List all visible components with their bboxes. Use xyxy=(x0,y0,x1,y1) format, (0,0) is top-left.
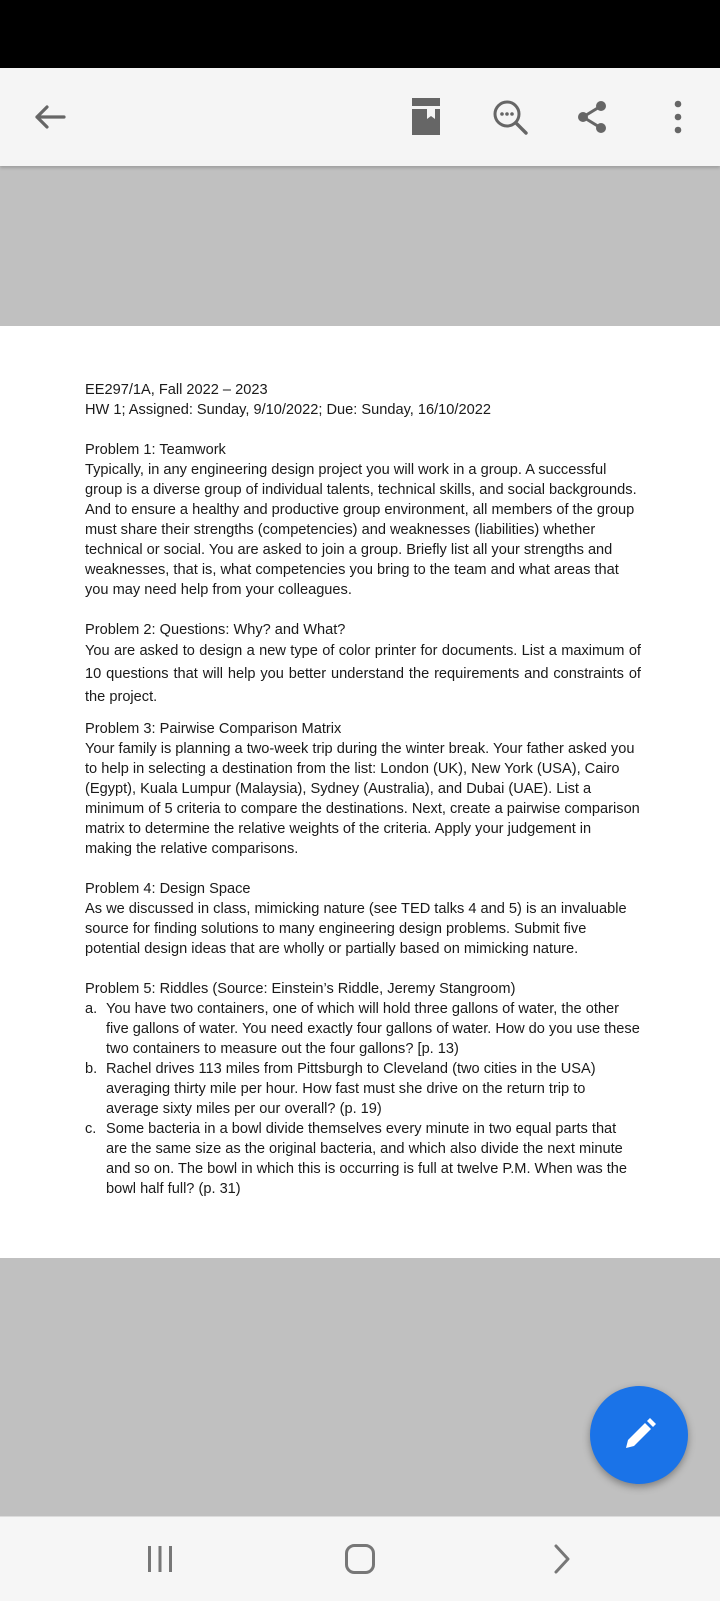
list-marker: b. xyxy=(85,1061,98,1077)
list-item-text: Rachel drives 113 miles from Pittsburgh to Cleveland (two cities in the USA) averaging thirty mile per hour. How fast must she drive on the return trip to average sixty miles per our overall? (p. 19) xyxy=(106,1061,596,1117)
arrow-left-icon xyxy=(32,99,68,135)
problem-2-body: You are asked to design a new type of color printer for documents. List a maximum of 10 questions that will help you better understand the requirements and constraints of the project. xyxy=(85,643,641,705)
list-item-text: Some bacteria in a bowl divide themselves every minute in two equal parts that are the same size as the original bacteria, and which also divide the next minute and so on. The bowl in which this is occurring is full at twelve P.M. When was the bowl half full? (p. 31) xyxy=(106,1121,628,1197)
more-vert-icon xyxy=(672,99,684,135)
edit-fab-button[interactable] xyxy=(590,1386,688,1484)
recent-apps-button[interactable] xyxy=(120,1529,200,1589)
more-options-button[interactable] xyxy=(648,87,708,147)
document-page[interactable] xyxy=(0,326,720,1258)
back-nav-button[interactable] xyxy=(522,1529,602,1589)
list-item xyxy=(85,1059,641,1119)
edit-pencil-icon xyxy=(619,1415,659,1455)
problem-4-title: Problem 4: Design Space xyxy=(85,881,251,897)
list-item xyxy=(85,1119,641,1199)
share-icon xyxy=(574,99,610,135)
search-icon xyxy=(491,98,529,136)
recent-apps-icon xyxy=(145,1545,175,1573)
home-icon xyxy=(344,1543,376,1575)
problem-1-body: Typically, in any engineering design project you will work in a group. A successful group is a diverse group of individual talents, technical skills, and social backgrounds. And to ensure a healthy and productive group environment, all members of the group must share their strengths (competencies) and weaknesses (liabilities) whether technical or social. You are asked to join a group. Briefly list all your strengths and weaknesses, that is, what competencies you bring to the team and what areas that you may need help from your colleagues. xyxy=(85,462,637,598)
document-content xyxy=(85,380,641,1199)
problem-3-body: Your family is planning a two-week trip during the winter break. Your father asked you to help in selecting a destination from the list: London (UK), New York (USA), Cairo (Egypt), Kuala Lumpur (Malaysia), Sydney (Australia), and Dubai (UAE). List a minimum of 5 criteria to compare the destinations. Next, create a pairwise comparison matrix to determine the relative weights of the criteria. Apply your judgement in making the relative comparisons. xyxy=(85,741,640,857)
problem-5-title: Problem 5: Riddles (Source: Einstein’s Riddle, Jeremy Stangroom) xyxy=(85,981,516,997)
problem-1-title: Problem 1: Teamwork xyxy=(85,442,226,458)
bookmark-button[interactable] xyxy=(396,87,456,147)
home-button[interactable] xyxy=(320,1529,400,1589)
status-bar xyxy=(0,0,720,68)
problem-2-title: Problem 2: Questions: Why? and What? xyxy=(85,622,346,638)
list-marker: a. xyxy=(85,1001,98,1017)
search-button[interactable] xyxy=(480,87,540,147)
list-item xyxy=(85,999,641,1059)
problem-3-title: Problem 3: Pairwise Comparison Matrix xyxy=(85,721,342,737)
share-button[interactable] xyxy=(562,87,622,147)
problem-4-body: As we discussed in class, mimicking nature (see TED talks 4 and 5) is an invaluable source for finding solutions to many engineering design problems. Submit five potential design ideas that are wholly or partially based on mimicking nature. xyxy=(85,901,627,957)
course-header: EE297/1A, Fall 2022 – 2023 xyxy=(85,382,268,398)
riddles-list xyxy=(85,999,641,1199)
back-chevron-icon xyxy=(552,1543,572,1575)
list-marker: c. xyxy=(85,1121,97,1137)
system-nav-bar xyxy=(0,1516,720,1601)
bookmark-icon xyxy=(411,98,441,136)
back-button[interactable] xyxy=(20,87,80,147)
list-item-text: You have two containers, one of which will hold three gallons of water, the other five gallons of water. You need exactly four gallons of water. How do you use these two containers to measure out the four gallons? [p. 13) xyxy=(106,1001,640,1057)
top-toolbar xyxy=(0,68,720,166)
homework-header: HW 1; Assigned: Sunday, 9/10/2022; Due: Sunday, 16/10/2022 xyxy=(85,402,491,418)
